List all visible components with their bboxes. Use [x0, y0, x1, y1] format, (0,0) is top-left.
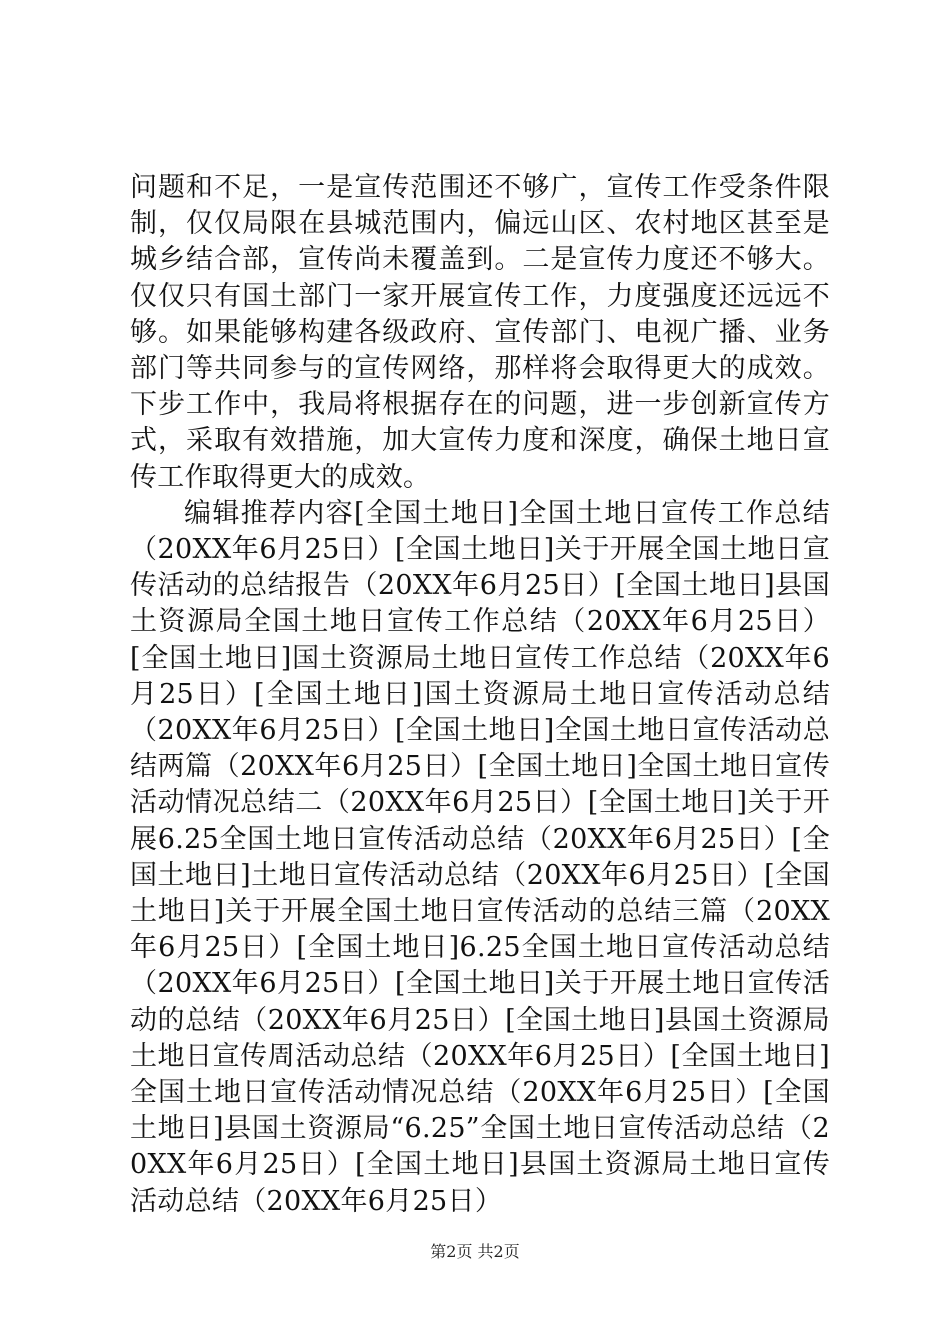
paragraph-recommended: 编辑推荐内容[全国土地日]全国土地日宣传工作总结（20XX年6月25日）[全国土地日]关于开展全国土地日宣传活动的总结报告（20XX年6月25日）[全国土地日]县国土资源局全国土地日宣传工作总结（20XX年6月25日）[全国土地日]国土资源局土地日宣传工作总结（20XX年6月25日）[全国土地日]国土资源局土地日宣传活动总结（20XX年6月25日）[全国土地日]全国土地日宣传活动总结两篇（20XX年6月25日）[全国土地日]全国土地日宣传活动情况总结二（20XX年6月25日）[全国土地日]关于开展6.25全国土地日宣传活动总结（20XX年6月25日）[全国土地日]土地日宣传活动总结（20XX年6月25日）[全国土地日]关于开展全国土地日宣传活动的总结三篇（20XX年6月25日）[全国土地日]6.25全国土地日宣传活动总结（20XX年6月25日）[全国土地日]关于开展土地日宣传活动的总结（20XX年6月25日）[全国土地日]县国土资源局土地日宣传周活动总结（20XX年6月25日）[全国土地日]全国土地日宣传活动情况总结（20XX年6月25日）[全国土地日]县国土资源局“6.25”全国土地日宣传活动总结（20XX年6月25日）[全国土地日]县国土资源局土地日宣传活动总结（20XX年6月25日）	[130, 497, 830, 1217]
paragraph-problems: 问题和不足，一是宣传范围还不够广，宣传工作受条件限制，仅仅局限在县城范围内，偏远山区、农村地区甚至是城乡结合部，宣传尚未覆盖到。二是宣传力度还不够大。仅仅只有国土部门一家开展宣传工作，力度强度还远远不够。如果能够构建各级政府、宣传部门、电视广播、业务部门等共同参与的宣传网络，那样将会取得更大的成效。下步工作中，我局将根据存在的问题，进一步创新宣传方式，采取有效措施，加大宣传力度和深度，确保土地日宣传工作取得更大的成效。	[130, 172, 830, 493]
page-number-footer: 第2页 共2页	[430, 1242, 520, 1261]
document-body	[130, 170, 830, 1220]
